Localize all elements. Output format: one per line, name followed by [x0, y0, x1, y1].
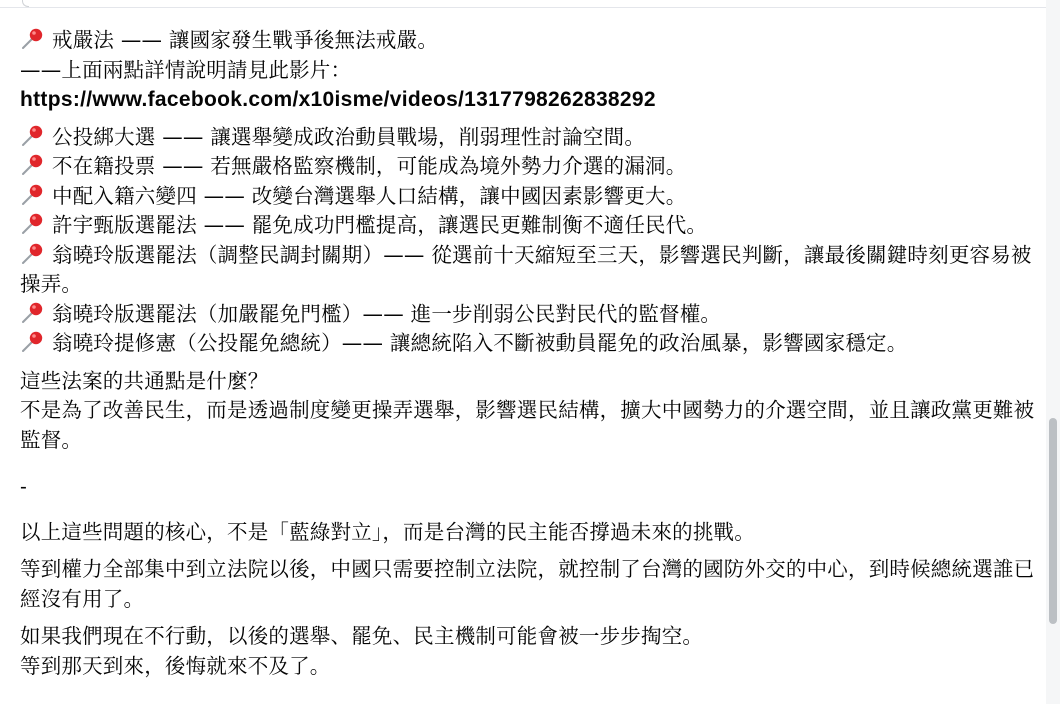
round-pushpin-icon	[20, 28, 46, 50]
bullet-martial-law	[20, 26, 1038, 56]
bullet-list	[20, 123, 1038, 359]
post-corner	[22, 0, 29, 7]
separator-dash: -	[20, 475, 28, 498]
list-item	[20, 329, 1038, 359]
scrollbar[interactable]	[1046, 0, 1060, 704]
video-note: ——上面兩點詳情說明請見此影片：	[20, 57, 352, 82]
legislature-text: 等到權力全部集中到立法院以後，中國只需要控制立法院，就控制了台灣的國防外交的中心，到時候總統選誰已經沒有用了。	[20, 557, 1035, 611]
video-link[interactable]: https://www.facebook.com/x10isme/videos/1317798262838292	[20, 88, 656, 111]
list-item-text: 翁曉玲版選罷法（調整民調封關期）—— 從選前十天縮短至三天，影響選民判斷，讓最後關鍵時刻更容易被操弄。	[20, 242, 1032, 296]
round-pushpin-icon	[20, 125, 46, 147]
round-pushpin-icon	[20, 154, 46, 176]
list-item-text: 許宇甄版選罷法 —— 罷免成功門檻提高，讓選民更難制衡不適任民代。	[52, 213, 708, 237]
list-item	[20, 211, 1038, 241]
round-pushpin-icon	[20, 243, 46, 265]
list-item-text: 翁曉玲提修憲（公投罷免總統）—— 讓總統陷入不斷被動員罷免的政治風暴，影響國家穩定。	[52, 331, 908, 355]
round-pushpin-icon	[20, 302, 46, 324]
list-item-text: 翁曉玲版選罷法（加嚴罷免門檻）—— 進一步削弱公民對民代的監督權。	[52, 301, 722, 326]
round-pushpin-icon	[20, 213, 46, 235]
list-item	[20, 182, 1038, 212]
core-issue-text: 以上這些問題的核心，不是「藍綠對立」，而是台灣的民主能否撐過未來的挑戰。	[20, 519, 755, 544]
martial-law-text: 戒嚴法 —— 讓國家發生戰爭後無法戒嚴。	[52, 28, 439, 52]
question-text: 這些法案的共通點是什麼？	[20, 368, 269, 393]
previous-post-edge	[0, 0, 1046, 8]
answer-text: 不是為了改善民生，而是透過制度變更操弄選舉，影響選民結構，擴大中國勢力的介選空間，並且讓政黨更難被監督。	[20, 398, 1035, 452]
list-item	[20, 152, 1038, 182]
list-item	[20, 300, 1038, 330]
list-item-text: 中配入籍六變四 —— 改變台灣選舉人口結構，讓中國因素影響更大。	[52, 183, 687, 208]
call-to-action-text: 如果我們現在不行動，以後的選舉、罷免、民主機制可能會被一步步掏空。	[20, 624, 704, 648]
scrollbar-thumb[interactable]	[1049, 418, 1057, 624]
round-pushpin-icon	[20, 184, 46, 206]
list-item	[20, 123, 1038, 153]
round-pushpin-icon	[20, 331, 46, 353]
post-body	[20, 26, 1038, 681]
list-item-text: 不在籍投票 —— 若無嚴格監察機制，可能成為境外勢力介選的漏洞。	[52, 154, 687, 178]
list-item-text: 公投綁大選 —— 讓選舉變成政治動員戰場，削弱理性討論空間。	[52, 124, 646, 149]
regret-text: 等到那天到來，後悔就來不及了。	[20, 653, 331, 678]
list-item	[20, 241, 1038, 300]
